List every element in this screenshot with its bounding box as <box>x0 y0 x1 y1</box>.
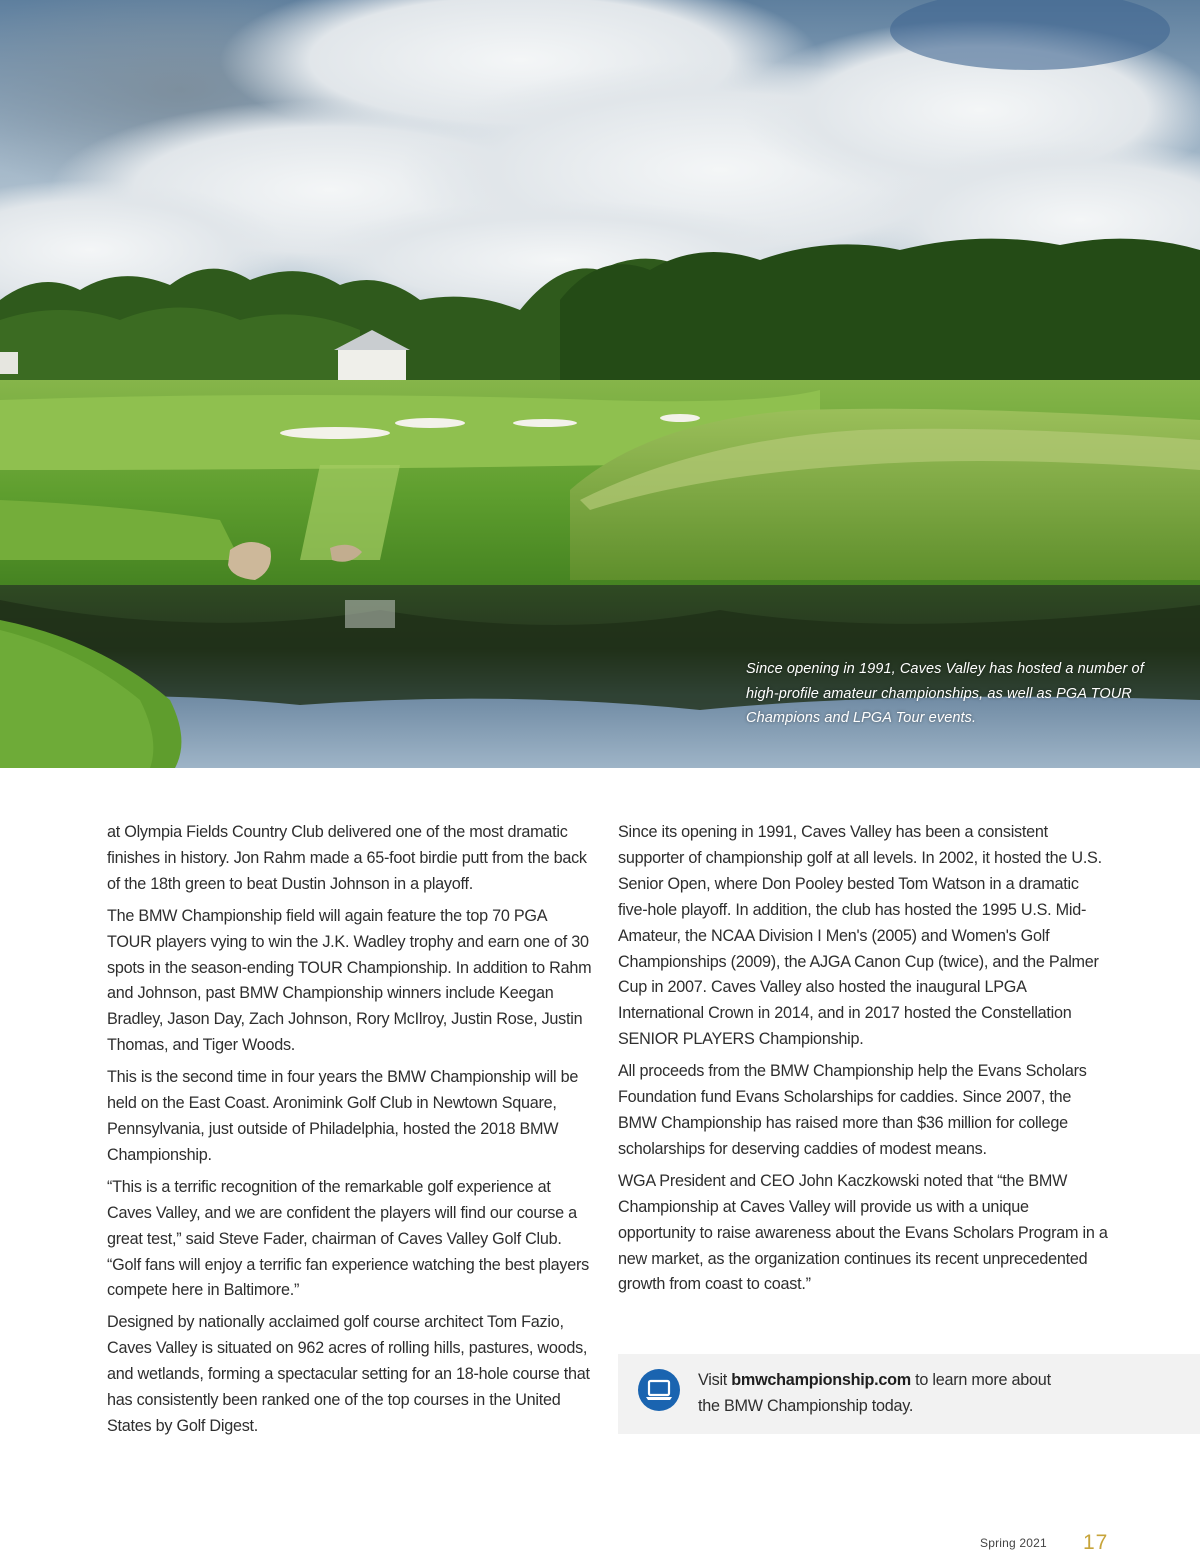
article-paragraph: Since its opening in 1991, Caves Valley has been a consistent supporter of championship golf at all levels. In 2002, it hosted the U.S. Senior Open, where Don Pooley bested Tom Watson in a dramatic five-hole playoff. In addition, the club has hosted the 1995 U.S. Mid-Amateur, the NCAA Division I Men's (2005) and Women's Golf Championships (2009), the AJGA Canon Cup (twice), and the Palmer Cup in 2007. Caves Valley also hosted the inaugural LPGA International Crown in 2014, and in 2017 hosted the Constellation SENIOR PLAYERS Championship. <box>618 823 1102 1049</box>
golf-course-landscape-image <box>0 0 1200 768</box>
article-paragraph: at Olympia Fields Country Club delivered one of the most dramatic finishes in history. Jon Rahm made a 65-foot birdie putt from the back of the 18th green to beat Dustin Johnson in a playoff. <box>107 823 587 893</box>
page-number: 17 <box>1083 1531 1109 1554</box>
article-paragraph: WGA President and CEO John Kaczkowski noted that “the BMW Championship at Caves Valley will provide us with a unique opportunity to raise awareness about the Evans Scholars Program in a new market, as the organization continues its recent unprecedented growth from coast to coast.” <box>618 1171 1108 1294</box>
article-right-column <box>618 820 1110 1304</box>
callout-prefix: Visit <box>698 1371 732 1389</box>
article-paragraph: This is the second time in four years the BMW Championship will be held on the East Coast. Aronimink Golf Club in Newtown Square, Pennsylvania, just outside of Philadelphia, hosted the 2018 BMW Championship. <box>107 1068 579 1164</box>
website-callout-box <box>618 1354 1200 1434</box>
article-paragraph: “This is a terrific recognition of the remarkable golf experience at Caves Valley, and we are confident the players will find our course a great test,” said Steve Fader, chairman of Caves Valley Golf Club. “Golf fans will enjoy a terrific fan experience watching the best players compete here in Baltimore.” <box>107 1177 590 1300</box>
article-paragraph: All proceeds from the BMW Championship help the Evans Scholars Foundation fund Evans Scholarships for caddies. Since 2007, the BMW Championship has raised more than $36 million for college scholarships for deserving caddies of modest means. <box>618 1062 1087 1158</box>
website-link[interactable]: bmwchampionship.com <box>731 1371 911 1389</box>
issue-season: Spring 2021 <box>980 1536 1047 1550</box>
laptop-icon <box>638 1369 680 1411</box>
article-left-column <box>107 820 593 1446</box>
article-paragraph: The BMW Championship field will again feature the top 70 PGA TOUR players vying to win the J.K. Wadley trophy and earn one of 30 spots in the season-ending TOUR Championship. In addition to Rahm and Johnson, past BMW Championship winners include Keegan Bradley, Jason Day, Zach Johnson, Rory McIlroy, Justin Rose, Justin Thomas, and Tiger Woods. <box>107 906 592 1055</box>
photo-caption: Since opening in 1991, Caves Valley has hosted a number of high-profile amateur championships, as well as PGA TOUR Champions and LPGA Tour events. <box>746 661 1144 726</box>
hero-photo <box>0 0 1200 768</box>
article-paragraph: Designed by nationally acclaimed golf course architect Tom Fazio, Caves Valley is situated on 962 acres of rolling hills, pastures, woods, and wetlands, forming a spectacular setting for an 18-hole course that has consistently been ranked one of the top courses in the United States by Golf Digest. <box>107 1313 590 1435</box>
callout-suffix: to learn more about the BMW Championship today. <box>698 1371 1051 1415</box>
callout-text <box>698 1367 1058 1419</box>
